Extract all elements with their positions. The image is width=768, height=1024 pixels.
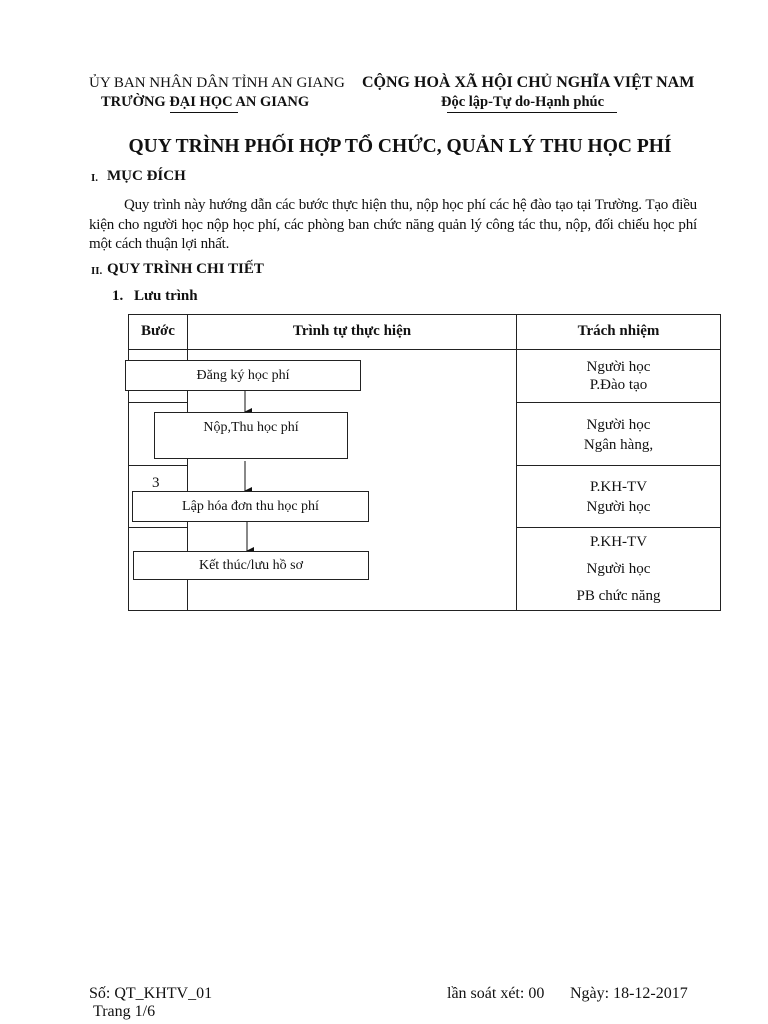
- responsibility-row-2: [517, 415, 720, 455]
- flow-step-register: Đăng ký học phí: [125, 360, 361, 391]
- agency-name: ỦY BAN NHÂN DÂN TỈNH AN GIANG: [89, 75, 345, 91]
- document-number: Số: QT_KHTV_01: [89, 985, 213, 1002]
- responsibility-row-4: [517, 529, 720, 610]
- subsection-heading: Lưu trình: [134, 288, 198, 304]
- section1-number: I.: [91, 172, 99, 184]
- responsibility-item: Người học: [586, 359, 651, 375]
- page-number: Trang 1/6: [93, 1003, 156, 1020]
- section2-heading: QUY TRÌNH CHI TIẾT: [107, 261, 264, 277]
- purpose-paragraph: Quy trình này hướng dẫn các bước thực hiện thu, nộp học phí các hệ đào tạo tại Trường. Tạo điều kiện cho người học nộp học phí, các phòng ban chức năng quản lý công tác thu, nộp, đối chiếu học phí một cách thuận lợi nhất.: [89, 197, 697, 252]
- responsibility-item: Người học: [586, 499, 651, 515]
- header-responsibility: Trách nhiệm: [577, 323, 660, 339]
- responsibility-item: P.Đào tạo: [589, 377, 648, 393]
- issue-date: Ngày: 18-12-2017: [570, 985, 688, 1002]
- motto: Độc lập-Tự do-Hạnh phúc: [441, 94, 605, 110]
- responsibility-item: Người học: [586, 417, 651, 433]
- responsibility-item: Người học: [586, 561, 651, 577]
- section1-heading: MỤC ĐÍCH: [107, 168, 186, 184]
- university-name: TRƯỜNG ĐẠI HỌC AN GIANG: [101, 94, 310, 110]
- responsibility-item: PB chức năng: [576, 588, 661, 604]
- step-number-3: 3: [152, 475, 160, 491]
- revision-number: lần soát xét: 00: [447, 985, 545, 1002]
- country-name: CỘNG HOÀ XÃ HỘI CHỦ NGHĨA VIỆT NAM: [362, 74, 695, 91]
- responsibility-row-3: [517, 477, 720, 517]
- section2-number: II.: [91, 265, 103, 277]
- flow-step-invoice: Lập hóa đơn thu học phí: [132, 491, 369, 522]
- subsection-number: 1.: [112, 288, 124, 304]
- flow-step-payment: Nộp,Thu học phí: [154, 412, 348, 459]
- header-step: Bước: [141, 323, 175, 339]
- responsibility-item: P.KH-TV: [589, 479, 648, 495]
- flow-step-archive: Kết thúc/lưu hồ sơ: [133, 551, 369, 580]
- header-procedure: Trình tự thực hiện: [292, 323, 412, 339]
- responsibility-item: P.KH-TV: [589, 534, 648, 550]
- responsibility-item: Ngân hàng,: [583, 437, 654, 453]
- document-title: QUY TRÌNH PHỐI HỢP TỔ CHỨC, QUẢN LÝ THU HỌC PHÍ: [128, 136, 672, 157]
- responsibility-row-1: [517, 358, 720, 394]
